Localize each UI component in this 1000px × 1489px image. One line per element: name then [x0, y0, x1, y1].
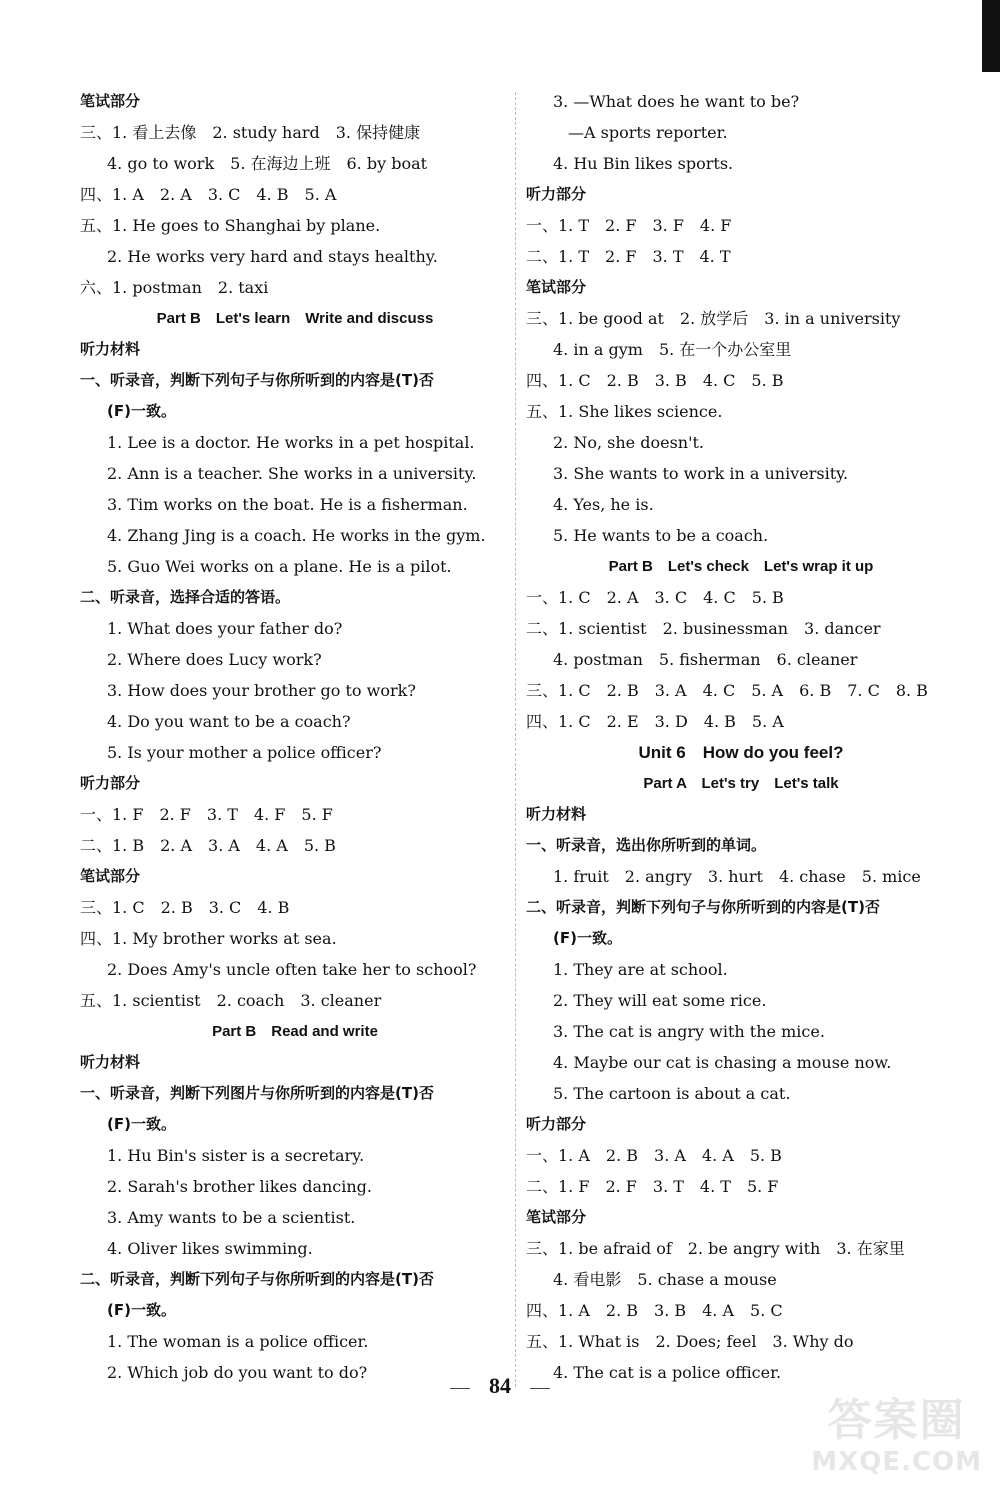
footer-dash-left	[450, 1388, 470, 1389]
answer-line: 笔试部分	[80, 867, 141, 885]
answer-line: 5. Guo Wei works on a plane. He is a pilot.	[107, 557, 452, 576]
answer-line: 二、1. B 2. A 3. A 4. A 5. B	[80, 836, 336, 855]
answer-line: 四、1. C 2. B 3. B 4. C 5. B	[526, 371, 784, 390]
answer-line: 4. Oliver likes swimming.	[107, 1239, 313, 1258]
answer-line: 四、1. A 2. B 3. B 4. A 5. C	[526, 1301, 783, 1320]
answer-line: 4. Do you want to be a coach?	[107, 712, 351, 731]
answer-line: 听力部分	[80, 774, 141, 792]
answer-line: 二、听录音，判断下列句子与你所听到的内容是(T)否	[526, 898, 880, 916]
answer-line: 4. Maybe our cat is chasing a mouse now.	[553, 1053, 892, 1072]
answer-line: 笔试部分	[526, 1208, 587, 1226]
answer-line: 一、1. T 2. F 3. F 4. F	[526, 216, 732, 235]
answer-line: 1. Lee is a doctor. He works in a pet hospital.	[107, 433, 475, 452]
watermark-url: MXQE.COM	[811, 1447, 982, 1477]
answer-line: Part B Let's learn Write and discuss	[156, 310, 434, 327]
answer-line: Part A Let's try Let's talk	[643, 775, 839, 792]
answer-line: 四、1. My brother works at sea.	[80, 929, 337, 948]
answer-line: 听力材料	[80, 1053, 141, 1071]
answer-line: 3. Amy wants to be a scientist.	[107, 1208, 356, 1227]
answer-line: Part B Read and write	[212, 1023, 378, 1040]
answer-line: 六、1. postman 2. taxi	[80, 278, 269, 297]
answer-line: (F)一致。	[107, 1301, 176, 1319]
answer-line: 听力部分	[526, 1115, 587, 1133]
answer-line: 1. What does your father do?	[107, 619, 343, 638]
answer-line: 2. Where does Lucy work?	[107, 650, 322, 669]
answer-line: 4. Hu Bin likes sports.	[553, 154, 734, 173]
answer-line: 4. Yes, he is.	[553, 495, 654, 514]
answer-line: 一、听录音，选出你所听到的单词。	[526, 836, 767, 854]
answer-line: 五、1. He goes to Shanghai by plane.	[80, 216, 381, 235]
answer-line: Part B Let's check Let's wrap it up	[608, 558, 874, 575]
watermark-logo	[811, 1395, 982, 1477]
answer-line: 二、听录音，选择合适的答语。	[80, 588, 291, 606]
answer-line: 二、1. T 2. F 3. T 4. T	[526, 247, 731, 266]
answer-line: 4. go to work 5. 在海边上班 6. by boat	[107, 154, 428, 173]
answer-line: 2. Sarah's brother likes dancing.	[107, 1177, 372, 1196]
answer-line: 1. fruit 2. angry 3. hurt 4. chase 5. mice	[553, 867, 921, 886]
page-number: 84	[489, 1373, 511, 1398]
answer-line: 5. The cartoon is about a cat.	[553, 1084, 791, 1103]
answer-line: 5. Is your mother a police officer?	[107, 743, 382, 762]
answer-line: —A sports reporter.	[568, 123, 728, 142]
answer-line: 笔试部分	[80, 92, 141, 110]
answer-line: 3. —What does he want to be?	[553, 92, 800, 111]
answer-line: 二、听录音，判断下列句子与你所听到的内容是(T)否	[80, 1270, 434, 1288]
answer-line: 一、听录音，判断下列图片与你所听到的内容是(T)否	[80, 1084, 434, 1102]
answer-line: 五、1. What is 2. Does; feel 3. Why do	[526, 1332, 854, 1351]
answer-line: 2. No, she doesn't.	[553, 433, 704, 452]
answer-line: Unit 6 How do you feel?	[638, 743, 844, 762]
answer-line: 4. The cat is a police officer.	[553, 1363, 782, 1382]
answer-line: (F)一致。	[107, 402, 176, 420]
answer-line: 2. Ann is a teacher. She works in a university.	[107, 464, 477, 483]
answer-line: 一、1. C 2. A 3. C 4. C 5. B	[526, 588, 784, 607]
answer-line: 4. 看电影 5. chase a mouse	[553, 1270, 777, 1289]
answer-line: 四、1. A 2. A 3. C 4. B 5. A	[80, 185, 337, 204]
answer-line: 二、1. scientist 2. businessman 3. dancer	[526, 619, 881, 638]
answer-line: 二、1. F 2. F 3. T 4. T 5. F	[526, 1177, 779, 1196]
watermark-text: 答案圈	[827, 1395, 966, 1446]
answer-line: 1. The woman is a police officer.	[107, 1332, 369, 1351]
answer-line: 2. Which job do you want to do?	[107, 1363, 368, 1382]
answer-line: 一、听录音，判断下列句子与你所听到的内容是(T)否	[80, 371, 434, 389]
answer-line: 2. They will eat some rice.	[553, 991, 767, 1010]
answer-line: 1. Hu Bin's sister is a secretary.	[107, 1146, 365, 1165]
answer-line: 三、1. C 2. B 3. A 4. C 5. A 6. B 7. C 8. B	[526, 681, 928, 700]
answer-line: 3. The cat is angry with the mice.	[553, 1022, 825, 1041]
answer-line: 三、1. 看上去像 2. study hard 3. 保持健康	[80, 123, 421, 142]
right-column	[526, 86, 956, 1388]
answer-line: 五、1. scientist 2. coach 3. cleaner	[80, 991, 382, 1010]
answer-line: (F)一致。	[107, 1115, 176, 1133]
answer-line: 四、1. C 2. E 3. D 4. B 5. A	[526, 712, 784, 731]
answer-line: 三、1. C 2. B 3. C 4. B	[80, 898, 290, 917]
answer-line: 4. Zhang Jing is a coach. He works in the gym.	[107, 526, 486, 545]
answer-line: 4. postman 5. fisherman 6. cleaner	[553, 650, 858, 669]
answer-line: 笔试部分	[526, 278, 587, 296]
answer-line: 1. They are at school.	[553, 960, 728, 979]
answer-line: 听力部分	[526, 185, 587, 203]
answer-line: 听力材料	[526, 805, 587, 823]
answer-line: 5. He wants to be a coach.	[553, 526, 769, 545]
left-column	[80, 86, 510, 1388]
answer-line: (F)一致。	[553, 929, 622, 947]
answer-line: 2. Does Amy's uncle often take her to school?	[107, 960, 477, 979]
answer-line: 2. He works very hard and stays healthy.	[107, 247, 438, 266]
answer-line: 三、1. be good at 2. 放学后 3. in a university	[526, 309, 901, 328]
answer-line: 一、1. A 2. B 3. A 4. A 5. B	[526, 1146, 782, 1165]
column-divider	[515, 92, 516, 1387]
answer-line: 3. She wants to work in a university.	[553, 464, 849, 483]
answer-line: 3. How does your brother go to work?	[107, 681, 416, 700]
footer-dash-right	[530, 1388, 550, 1389]
answer-line: 三、1. be afraid of 2. be angry with 3. 在家里	[526, 1239, 905, 1258]
bookmark-tab	[982, 0, 1000, 72]
answer-line: 4. in a gym 5. 在一个办公室里	[553, 340, 792, 359]
answer-line: 五、1. She likes science.	[526, 402, 723, 421]
answer-line: 一、1. F 2. F 3. T 4. F 5. F	[80, 805, 333, 824]
answer-line: 听力材料	[80, 340, 141, 358]
answer-line: 3. Tim works on the boat. He is a fisherman.	[107, 495, 468, 514]
